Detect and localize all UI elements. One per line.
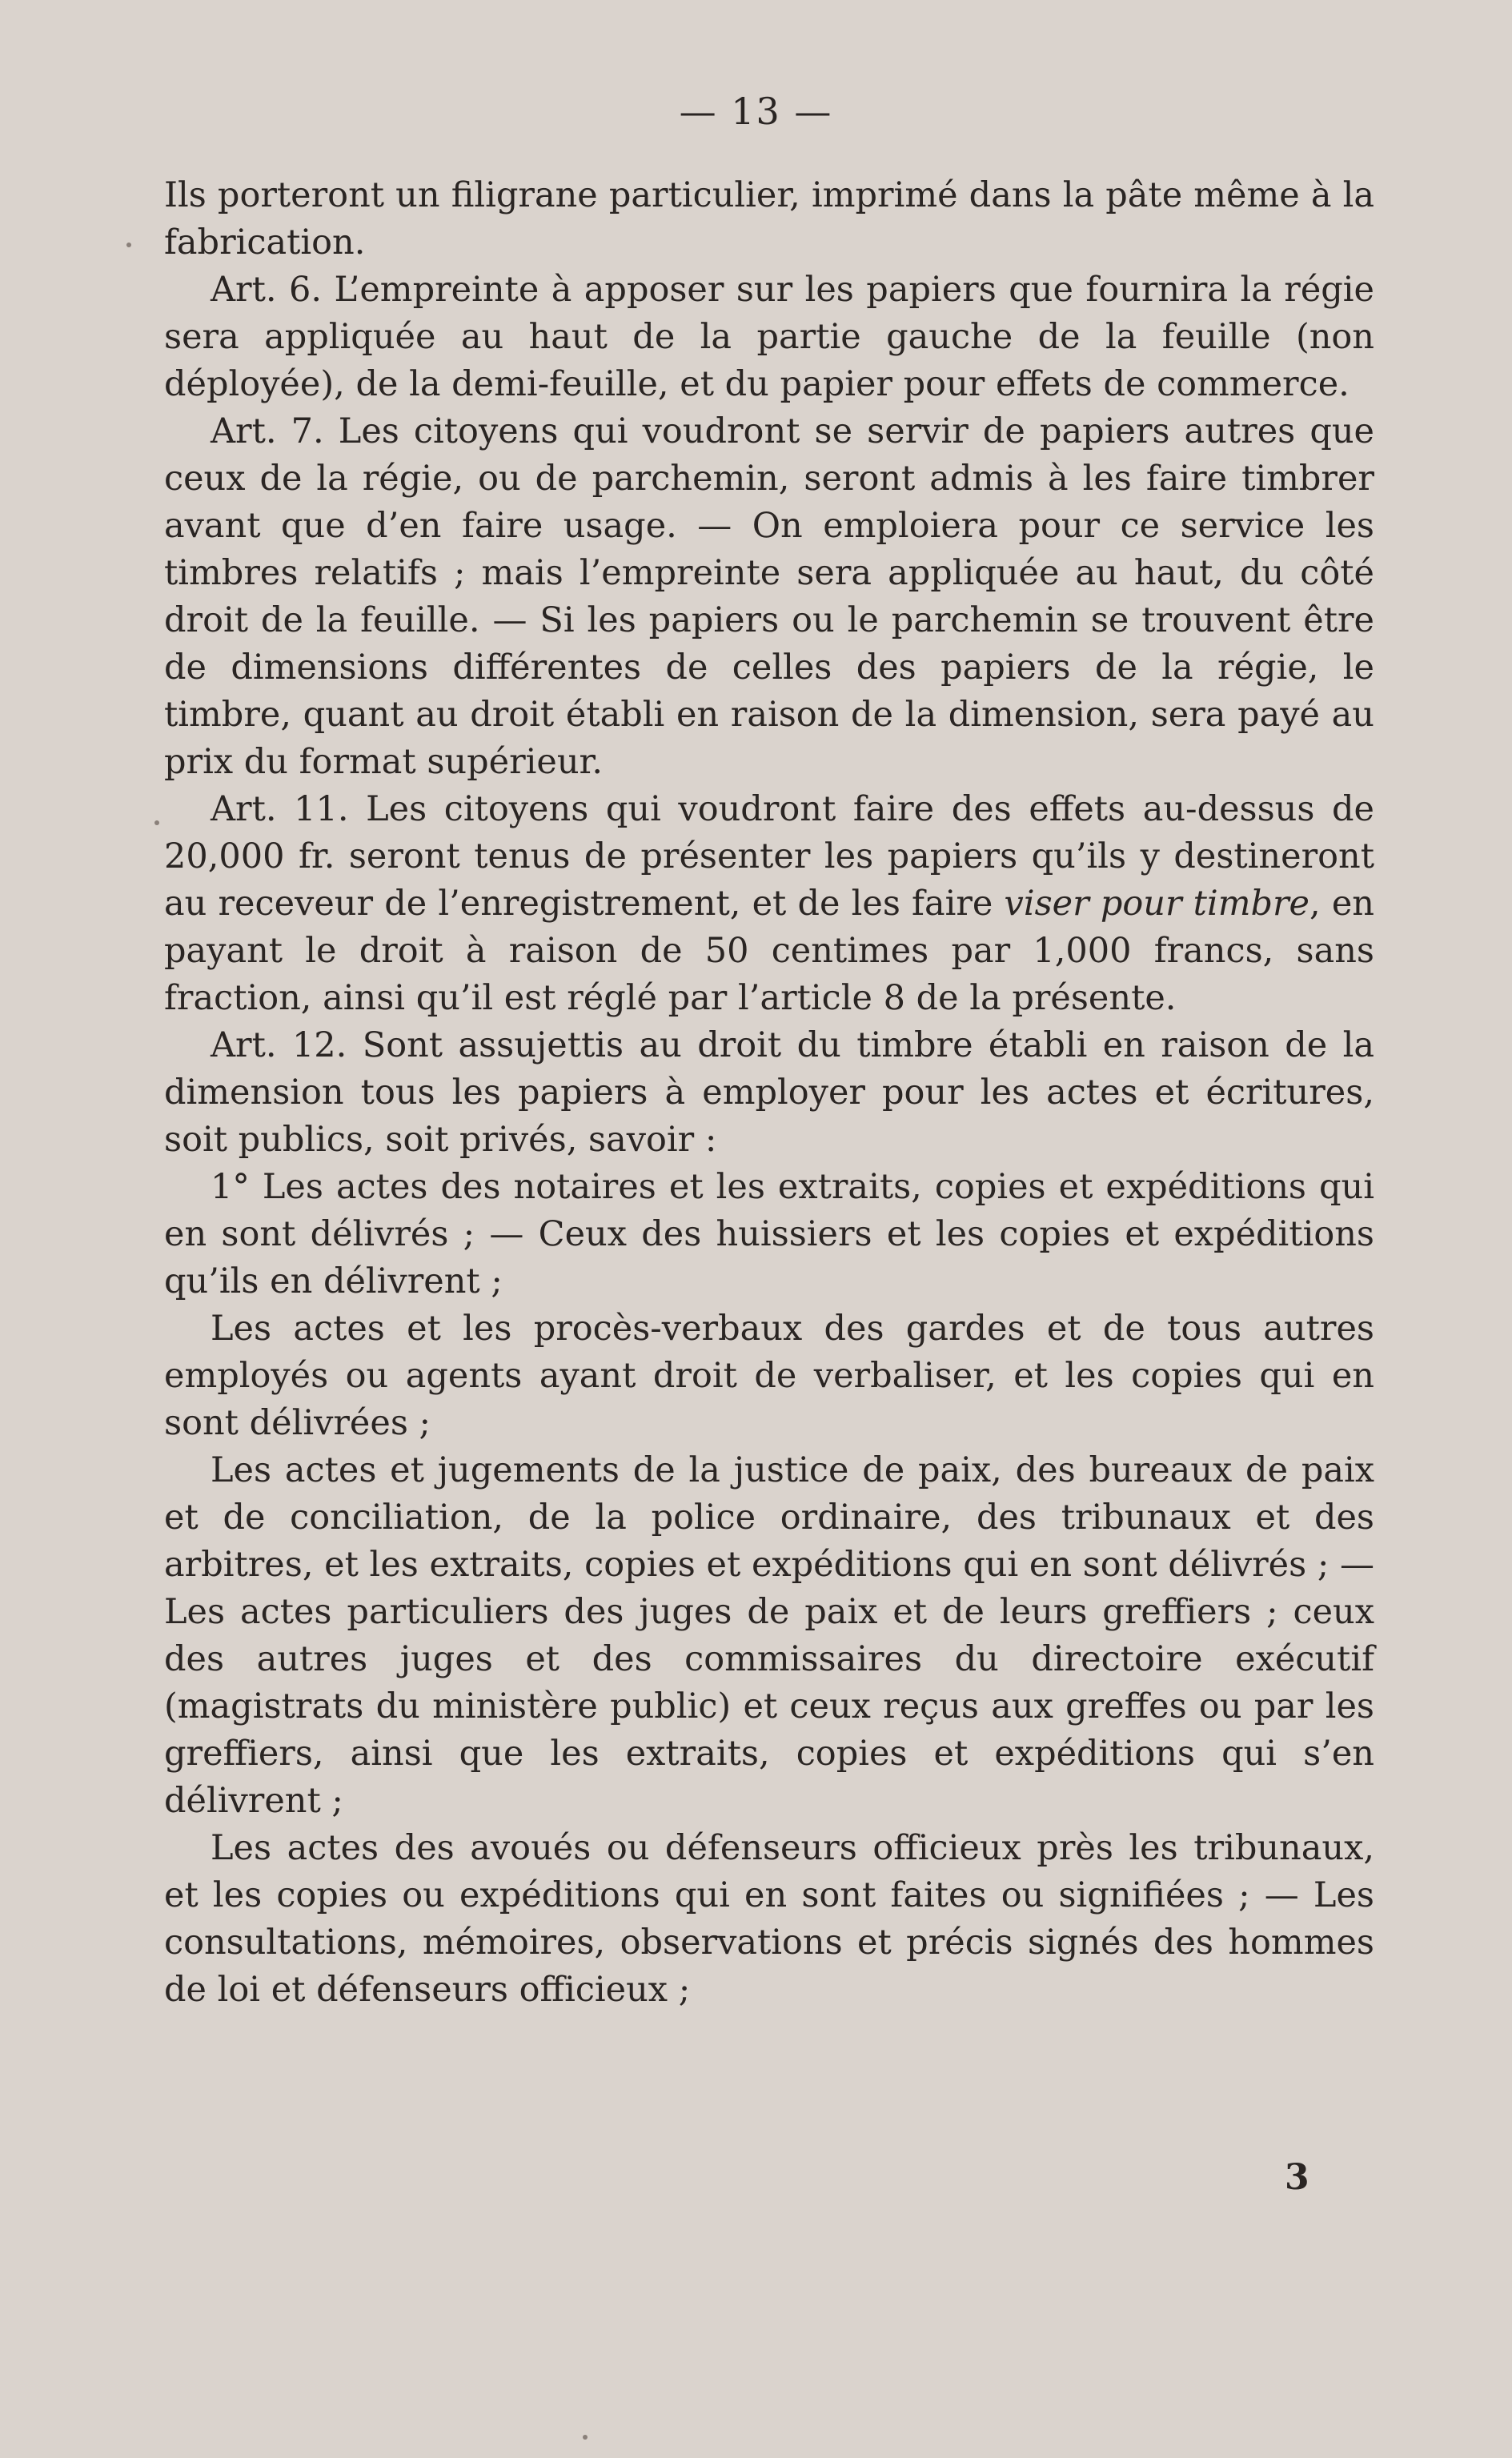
paragraph-item-1: 1° Les actes des notaires et les extraits, copies et expéditions qui en sont délivrés ; — Ceux des huissiers et les copies et expéditions qu’ils en délivrent ; (164, 1167, 1374, 1301)
body-text (164, 172, 1374, 2014)
paragraph-art-12: Art. 12. Sont assujettis au droit du timbre établi en raison de la dimension tous les papiers à employer pour les actes et écritures, soit publics, soit privés, savoir : (164, 1025, 1374, 1160)
margin-speck (583, 2435, 588, 2440)
paragraph-justice-de-paix: Les actes et jugements de la justice de paix, des bureaux de paix et de conciliation, de la police ordinaire, des tribunaux et des arbitres, et les extraits, copies et expéditions qui en sont délivrés ; — Les actes particuliers des juges de paix et de leurs greffiers ; ceux des autres juges et des commissaires du directoire exécutif (magistrats du ministère public) et ceux reçus aux greffes ou par les greffiers, ainsi que les extraits, copies et expéditions qui s’en délivrent ; (164, 1450, 1374, 1821)
paragraph-avoues: Les actes des avoués ou défenseurs officieux près les tribunaux, et les copies ou expéditions qui en sont faites ou signifiées ; — Les consultations, mémoires, observations et précis signés des hommes de loi et défenseurs officieux ; (164, 1828, 1374, 2010)
signature-mark: 3 (1285, 2157, 1309, 2198)
art-11-italic-phrase: viser pour timbre (1004, 884, 1310, 924)
paragraph-art-6: Art. 6. L’empreinte à apposer sur les papiers que fournira la régie sera appliquée au haut de la partie gauche de la feuille (non déployée), de la demi-feuille, et du papier pour effets de commerce. (164, 270, 1374, 404)
margin-speck (126, 243, 131, 247)
paragraph-proces-verbaux: Les actes et les procès-verbaux des gardes et de tous autres employés ou agents ayant droit de verbaliser, et les copies qui en sont délivrées ; (164, 1309, 1374, 1443)
page-header: — 13 — (679, 90, 833, 133)
art-11-text-end: , en payant le droit à raison de 50 centimes par 1,000 francs, sans fraction, ainsi qu’il est réglé par l’article 8 de la présente. (164, 884, 1374, 1018)
margin-speck (154, 820, 159, 825)
paragraph-art-11 (164, 786, 1374, 1022)
paragraph-filigrane: Ils porteront un filigrane particulier, imprimé dans la pâte même à la fabrication. (164, 175, 1374, 263)
paragraph-art-7: Art. 7. Les citoyens qui voudront se servir de papiers autres que ceux de la régie, ou de parchemin, seront admis à les faire timbrer avant que d’en faire usage. — On emploiera pour ce service les timbres relatifs ; mais l’empreinte sera appliquée au haut, du côté droit de la feuille. — Si les papiers ou le parchemin se trouvent être de dimensions différentes de celles des papiers de la régie, le timbre, quant au droit établi en raison de la dimension, sera payé au prix du format supérieur. (164, 411, 1374, 782)
art-11-text-start: Art. 11. Les citoyens qui voudront faire des effets au-dessus de 20,000 fr. seront tenus de présenter les papiers qu’ils y destineront au receveur de l’enregistrement, et de les faire (164, 789, 1374, 924)
